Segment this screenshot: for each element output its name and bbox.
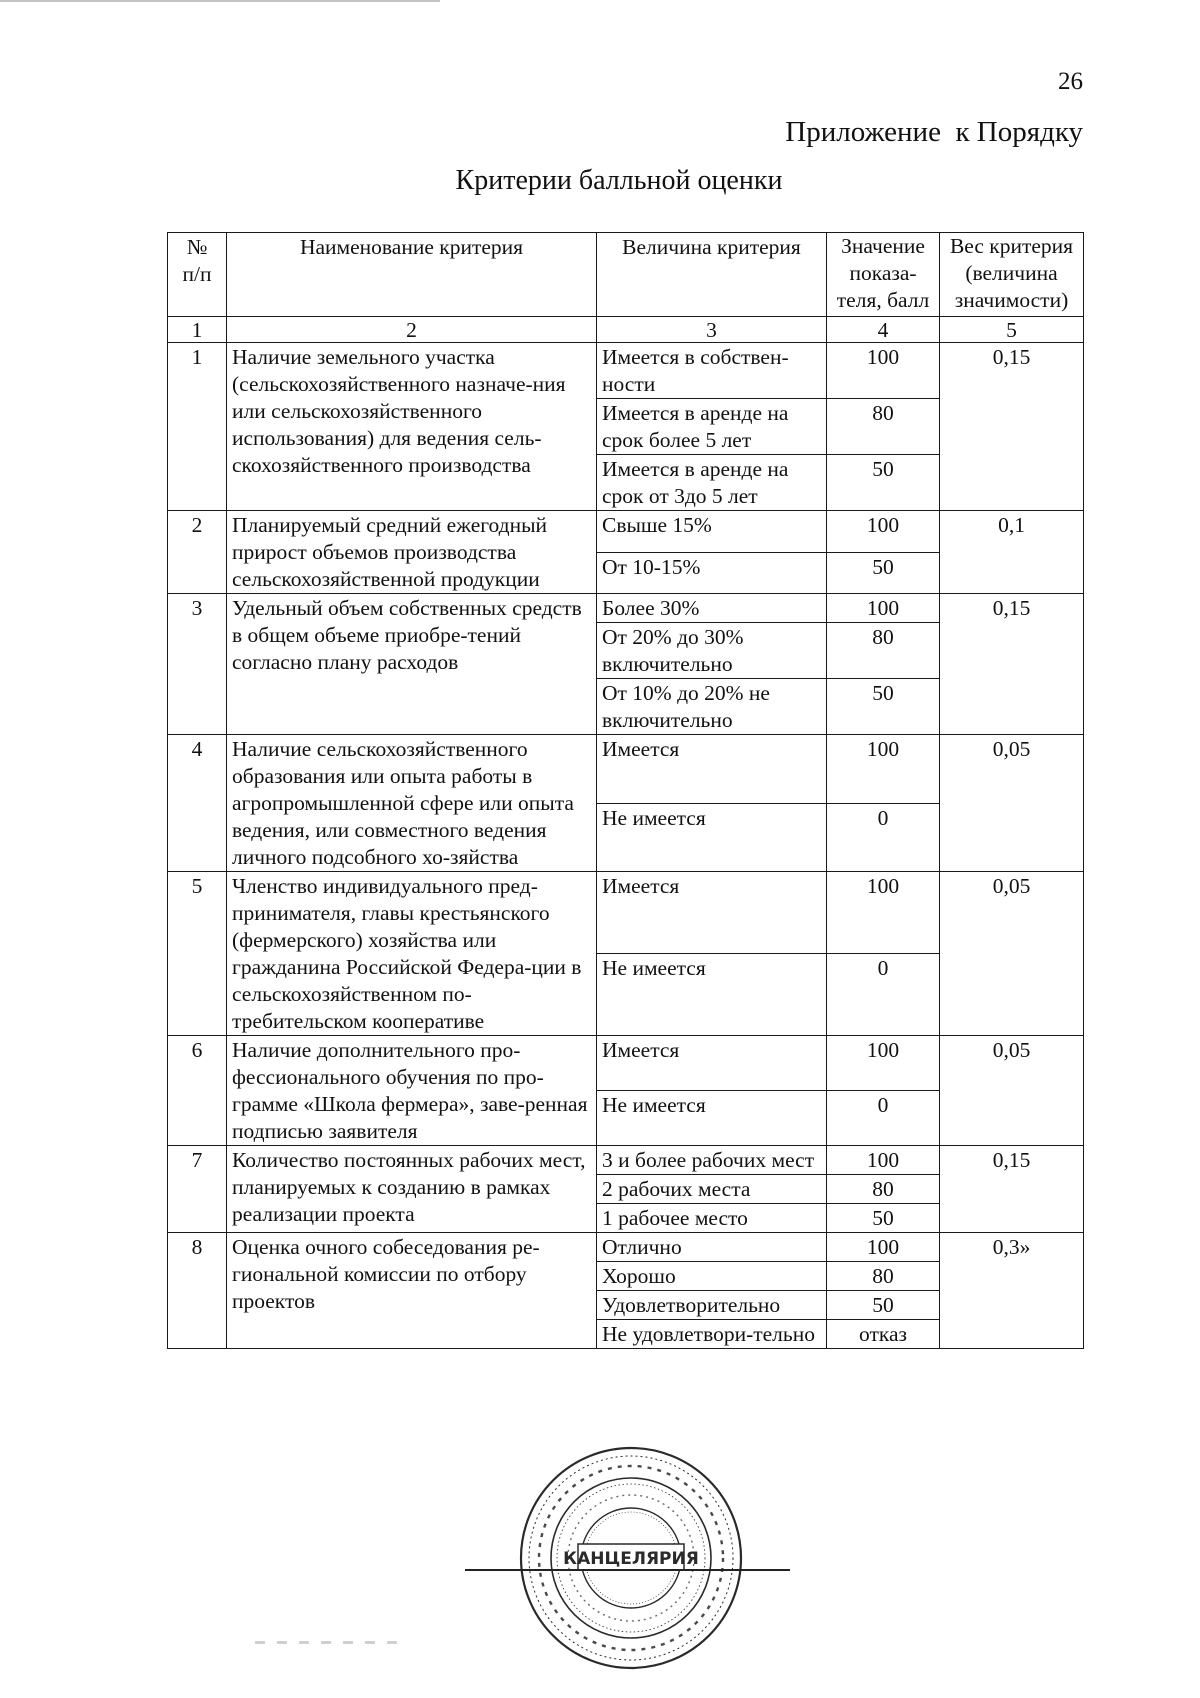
criterion-number: 3 bbox=[168, 594, 227, 735]
criterion-option-label: Свыше 15% bbox=[597, 511, 827, 553]
header-name: Наименование критерия bbox=[227, 233, 597, 317]
criterion-option-label: Не имеется bbox=[597, 1091, 827, 1146]
criterion-weight: 0,3» bbox=[940, 1233, 1084, 1349]
criterion-option-label: От 10% до 20% не включительно bbox=[597, 679, 827, 735]
criterion-name: Членство индивидуального пред-принимателя, главы крестьянского (фермерского) хозяйства или гражданина Российской Федера-ции в сельскохозяйственном по-требительском кооперативе bbox=[227, 872, 597, 1036]
criterion-option-label: Отлично bbox=[597, 1233, 827, 1262]
criterion-option-label: Не имеется bbox=[597, 803, 827, 872]
criterion-option-score: 80 bbox=[827, 1262, 940, 1291]
column-number-row bbox=[168, 317, 1084, 343]
criterion-option-row bbox=[168, 343, 1084, 399]
criteria-table bbox=[167, 232, 1084, 1349]
criterion-option-score: 100 bbox=[827, 343, 940, 399]
criterion-number: 8 bbox=[168, 1233, 227, 1349]
criterion-option-score: 80 bbox=[827, 623, 940, 679]
scan-edge-line bbox=[0, 0, 440, 2]
criterion-option-score: 100 bbox=[827, 1233, 940, 1262]
appendix-heading: Приложение к Порядку bbox=[785, 116, 1083, 148]
signature-line bbox=[465, 1569, 790, 1571]
criterion-number: 7 bbox=[168, 1146, 227, 1233]
criterion-name: Оценка очного собеседования ре-гиональной комиссии по отбору проектов bbox=[227, 1233, 597, 1349]
criterion-option-score: 0 bbox=[827, 954, 940, 1036]
criterion-option-row bbox=[168, 735, 1084, 804]
criterion-option-score: 80 bbox=[827, 1175, 940, 1204]
criterion-weight: 0,05 bbox=[940, 1036, 1084, 1146]
criterion-option-score: 100 bbox=[827, 872, 940, 954]
criterion-option-score: 50 bbox=[827, 455, 940, 511]
criterion-option-score: 50 bbox=[827, 552, 940, 594]
seal-label: КАНЦЕЛЯРИЯ bbox=[563, 1549, 699, 1569]
criterion-name: Планируемый средний ежегодный прирост объемов производства сельскохозяйственной продукции bbox=[227, 511, 597, 594]
criterion-weight: 0,05 bbox=[940, 735, 1084, 872]
criterion-number: 2 bbox=[168, 511, 227, 594]
column-number: 5 bbox=[940, 317, 1084, 343]
criterion-name: Наличие сельскохозяйственного образования или опыта работы в агропромышленной сфере или опыта ведения, или совместного ведения личного подсобного хо-зяйства bbox=[227, 735, 597, 872]
criterion-option-label: Имеется bbox=[597, 872, 827, 954]
criterion-option-label: Имеется bbox=[597, 1036, 827, 1091]
criterion-option-row bbox=[168, 1146, 1084, 1175]
column-number: 3 bbox=[597, 317, 827, 343]
criterion-option-label: Удовлетворительно bbox=[597, 1291, 827, 1320]
criterion-option-row bbox=[168, 594, 1084, 623]
header-score: Значение показа- теля, балл bbox=[827, 233, 940, 317]
criterion-option-row bbox=[168, 1036, 1084, 1091]
criterion-option-score: 0 bbox=[827, 803, 940, 872]
criterion-option-label: Не имеется bbox=[597, 954, 827, 1036]
page-title: Критерии балльной оценки bbox=[455, 165, 783, 196]
column-number: 4 bbox=[827, 317, 940, 343]
criterion-option-score: 80 bbox=[827, 399, 940, 455]
criterion-option-row bbox=[168, 511, 1084, 553]
criterion-option-score: 100 bbox=[827, 735, 940, 804]
criterion-name: Наличие земельного участка (сельскохозяйственного назначе-ния или сельскохозяйственного использования) для ведения сель-скохозяйственного производства bbox=[227, 343, 597, 511]
criterion-option-score: 50 bbox=[827, 1204, 940, 1233]
criterion-name: Количество постоянных рабочих мест, планируемых к созданию в рамках реализации проекта bbox=[227, 1146, 597, 1233]
criterion-weight: 0,15 bbox=[940, 594, 1084, 735]
criterion-option-label: Имеется в аренде на срок более 5 лет bbox=[597, 399, 827, 455]
criterion-weight: 0,1 bbox=[940, 511, 1084, 594]
criterion-option-label: Имеется bbox=[597, 735, 827, 804]
table-header-row bbox=[168, 233, 1084, 317]
criterion-option-label: 2 рабочих места bbox=[597, 1175, 827, 1204]
criterion-option-label: Имеется в аренде на срок от 3до 5 лет bbox=[597, 455, 827, 511]
column-number: 1 bbox=[168, 317, 227, 343]
official-seal bbox=[516, 1443, 746, 1673]
criterion-option-label: Имеется в собствен-ности bbox=[597, 343, 827, 399]
criterion-option-label: 3 и более рабочих мест bbox=[597, 1146, 827, 1175]
criterion-option-score: 0 bbox=[827, 1091, 940, 1146]
criterion-name: Наличие дополнительного про-фессионального обучения по про-грамме «Школа фермера», заве-ренная подписью заявителя bbox=[227, 1036, 597, 1146]
criterion-weight: 0,15 bbox=[940, 343, 1084, 511]
scan-artifact bbox=[255, 1641, 405, 1644]
criterion-name: Удельный объем собственных средств в общем объеме приобре-тений согласно плану расходов bbox=[227, 594, 597, 735]
criterion-option-score: 50 bbox=[827, 679, 940, 735]
criterion-weight: 0,15 bbox=[940, 1146, 1084, 1233]
criterion-option-score: 50 bbox=[827, 1291, 940, 1320]
column-number: 2 bbox=[227, 317, 597, 343]
criterion-weight: 0,05 bbox=[940, 872, 1084, 1036]
criterion-option-label: От 10-15% bbox=[597, 552, 827, 594]
criterion-option-score: 100 bbox=[827, 594, 940, 623]
criterion-option-score: 100 bbox=[827, 1036, 940, 1091]
criterion-option-label: От 20% до 30% включительно bbox=[597, 623, 827, 679]
criterion-option-row bbox=[168, 872, 1084, 954]
criterion-option-score: отказ bbox=[827, 1320, 940, 1349]
criterion-option-label: 1 рабочее место bbox=[597, 1204, 827, 1233]
criterion-option-score: 100 bbox=[827, 511, 940, 553]
criterion-number: 5 bbox=[168, 872, 227, 1036]
page-number: 26 bbox=[1058, 68, 1083, 95]
criterion-option-label: Хорошо bbox=[597, 1262, 827, 1291]
criterion-option-row bbox=[168, 1233, 1084, 1262]
criterion-number: 4 bbox=[168, 735, 227, 872]
criterion-option-label: Не удовлетвори-тельно bbox=[597, 1320, 827, 1349]
criterion-option-label: Более 30% bbox=[597, 594, 827, 623]
criterion-number: 6 bbox=[168, 1036, 227, 1146]
header-num: № п/п bbox=[168, 233, 227, 317]
header-magnitude: Величина критерия bbox=[597, 233, 827, 317]
header-weight: Вес критерия (величина значимости) bbox=[940, 233, 1084, 317]
criterion-number: 1 bbox=[168, 343, 227, 511]
official-seal-graphic bbox=[516, 1443, 746, 1673]
criteria-body bbox=[168, 343, 1084, 1349]
criterion-option-score: 100 bbox=[827, 1146, 940, 1175]
